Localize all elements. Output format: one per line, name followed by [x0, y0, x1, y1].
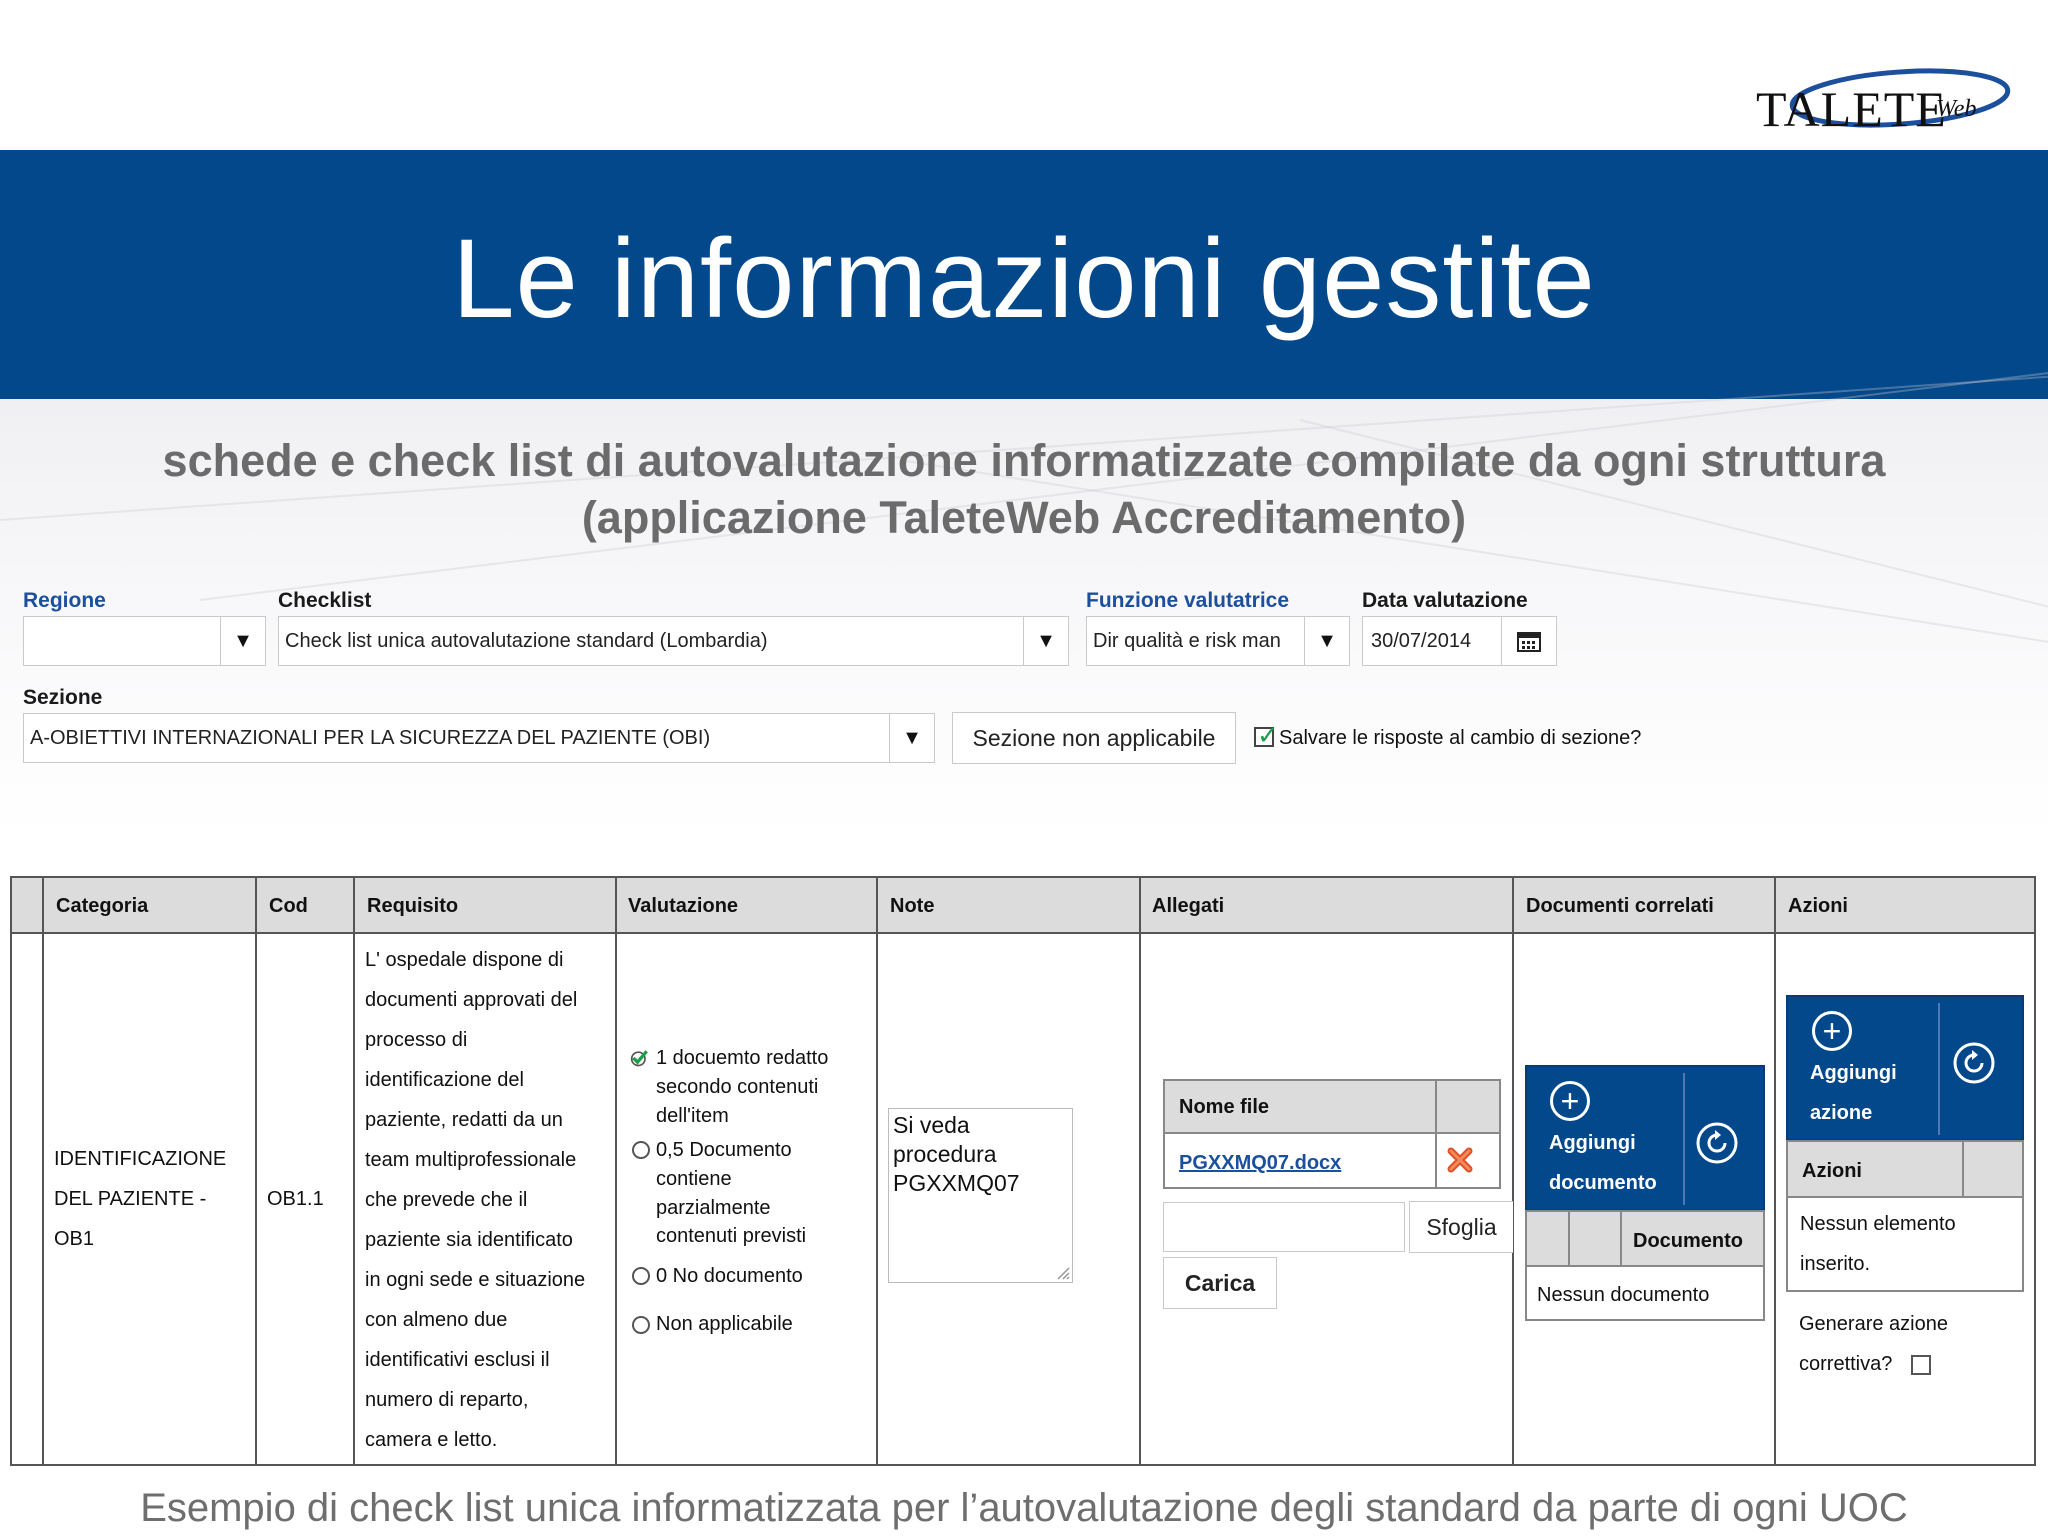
sezione-label: Sezione: [23, 686, 103, 709]
valutazione-option-4-line: Non applicabile: [656, 1313, 793, 1335]
cod-value: OB1.1: [267, 1188, 324, 1210]
calendar-button[interactable]: [1501, 616, 1557, 666]
slide-caption: Esempio di check list unica informatizzata per l’autovalutazione degli standard da parte di ogni UOC: [140, 1486, 1908, 1530]
valutazione-option-2-line: 0,5 Documento: [656, 1139, 792, 1161]
header-azioni[interactable]: Azioni: [1788, 895, 1848, 917]
funzione-label: Funzione valutatrice: [1086, 589, 1290, 612]
requisito-line: con almeno due: [365, 1309, 508, 1331]
title-banner: [0, 150, 2048, 399]
add-icon[interactable]: +: [1812, 1011, 1852, 1051]
radio-selected-icon[interactable]: [630, 1048, 650, 1068]
chevron-down-icon: ▼: [902, 727, 922, 749]
data-label: Data valutazione: [1362, 589, 1528, 612]
requisito-line: camera e letto.: [365, 1429, 498, 1451]
requisito-line: in ogni sede e situazione: [365, 1269, 586, 1291]
aggiungi-documento-panel[interactable]: [1525, 1065, 1765, 1211]
resize-handle-icon[interactable]: [1056, 1266, 1070, 1280]
requisito-line: documenti approvati del: [365, 989, 578, 1011]
header-valutazione[interactable]: Valutazione: [628, 895, 739, 917]
salvare-checkbox[interactable]: [1254, 720, 1279, 750]
funzione-dropdown-button[interactable]: [1304, 616, 1350, 666]
azioni-table: [1786, 1140, 2024, 1292]
header-documenti-correlati[interactable]: Documenti correlati: [1526, 895, 1714, 917]
genera-azione-label-2: correttiva?: [1799, 1353, 1893, 1375]
logo-sub: Web: [1936, 96, 1977, 122]
data-input[interactable]: 30/07/2014: [1362, 616, 1502, 666]
requisito-line: L' ospedale dispone di: [365, 949, 564, 971]
valutazione-option-2-line: parzialmente: [656, 1197, 771, 1219]
valutazione-option-1-line: secondo contenuti: [656, 1076, 819, 1098]
aggiungi-azione-label-1[interactable]: Aggiungi: [1810, 1062, 1897, 1084]
allegato-file-link[interactable]: PGXXMQ07.docx: [1179, 1152, 1342, 1174]
valutazione-option-2-line: contenuti previsti: [656, 1225, 807, 1247]
requisito-line: identificativi esclusi il: [365, 1349, 550, 1371]
logo-text: TALETE: [1756, 81, 1947, 137]
sezione-select[interactable]: A-OBIETTIVI INTERNAZIONALI PER LA SICUREZZA DEL PAZIENTE (OBI): [23, 713, 893, 763]
refresh-icon[interactable]: [1695, 1121, 1739, 1165]
regione-dropdown-button[interactable]: [220, 616, 266, 666]
note-textarea[interactable]: [888, 1108, 1073, 1283]
chevron-down-icon: ▼: [233, 630, 253, 652]
categoria-line: IDENTIFICAZIONE: [54, 1148, 227, 1170]
sezione-dropdown-button[interactable]: [889, 713, 935, 763]
checklist-select[interactable]: Check list unica autovalutazione standard (Lombardia): [278, 616, 1024, 666]
funzione-select[interactable]: Dir qualità e risk man: [1086, 616, 1305, 666]
carica-button[interactable]: Carica: [1163, 1257, 1277, 1309]
genera-azione-checkbox[interactable]: [1911, 1355, 1931, 1375]
salvare-label: Salvare le risposte al cambio di sezione?: [1279, 727, 1642, 749]
allegati-header-nome-file: Nome file: [1179, 1096, 1270, 1118]
azioni-empty-text-2: inserito.: [1800, 1253, 1871, 1275]
categoria-line: OB1: [54, 1228, 95, 1250]
radio-button[interactable]: [632, 1316, 650, 1334]
sezione-non-applicabile-button[interactable]: Sezione non applicabile: [952, 712, 1236, 764]
documenti-col-header: Documento: [1633, 1230, 1743, 1252]
genera-azione-label-1: Generare azione: [1799, 1313, 1948, 1335]
aggiungi-azione-panel[interactable]: [1786, 995, 2024, 1141]
categoria-line: DEL PAZIENTE -: [54, 1188, 207, 1210]
requisito-line: identificazione del: [365, 1069, 524, 1091]
header-categoria[interactable]: Categoria: [56, 895, 149, 917]
table-header-row: [12, 878, 2034, 934]
requisito-line: paziente, redatti da un: [365, 1109, 563, 1131]
requisito-line: numero di reparto,: [365, 1389, 529, 1411]
documenti-empty-text: Nessun documento: [1537, 1284, 1710, 1306]
requisito-line: che prevede che il: [365, 1189, 528, 1211]
regione-select[interactable]: [23, 616, 221, 666]
aggiungi-azione-label-2[interactable]: azione: [1810, 1102, 1873, 1124]
valutazione-option-1-line: dell'item: [656, 1105, 729, 1127]
regione-label: Regione: [23, 589, 106, 612]
allegati-table: [1163, 1079, 1501, 1189]
requisito-line: team multiprofessionale: [365, 1149, 577, 1171]
aggiungi-documento-label-2[interactable]: documento: [1549, 1172, 1657, 1194]
delete-icon[interactable]: [1447, 1147, 1473, 1173]
calendar-icon: [1517, 630, 1541, 652]
radio-button[interactable]: [632, 1141, 650, 1159]
requisito-line: paziente sia identificato: [365, 1229, 573, 1251]
header-allegati[interactable]: Allegati: [1152, 895, 1225, 917]
valutazione-option-2-line: contiene: [656, 1168, 732, 1190]
note-text: Si veda procedura PGXXMQ07: [893, 1112, 1020, 1196]
file-path-input[interactable]: [1163, 1202, 1405, 1252]
add-icon[interactable]: +: [1550, 1081, 1590, 1121]
subtitle-line-2: (applicazione TaleteWeb Accreditamento): [581, 492, 1467, 543]
page-title: Le informazioni gestite: [452, 216, 1596, 341]
checklist-dropdown-button[interactable]: [1023, 616, 1069, 666]
azioni-empty-text-1: Nessun elemento: [1800, 1213, 1956, 1235]
sfoglia-button[interactable]: Sfoglia: [1409, 1201, 1513, 1253]
header-requisito[interactable]: Requisito: [367, 895, 459, 917]
valutazione-option-3-line: 0 No documento: [656, 1265, 803, 1287]
documenti-table: [1525, 1210, 1765, 1321]
requisito-line: processo di: [365, 1029, 468, 1051]
checkmark-icon: ✓: [1257, 720, 1279, 750]
aggiungi-documento-label-1[interactable]: Aggiungi: [1549, 1132, 1636, 1154]
checklist-label: Checklist: [278, 589, 372, 612]
header-note[interactable]: Note: [890, 895, 935, 917]
subtitle-line-1: schede e check list di autovalutazione informatizzate compilate da ogni struttura: [162, 435, 1886, 486]
azioni-col-header: Azioni: [1802, 1160, 1862, 1182]
header-cod[interactable]: Cod: [269, 895, 308, 917]
taleteweb-logo: [1750, 66, 2020, 146]
valutazione-option-1-line: 1 docuemto redatto: [656, 1047, 829, 1069]
chevron-down-icon: ▼: [1317, 630, 1337, 652]
chevron-down-icon: ▼: [1036, 630, 1056, 652]
refresh-icon[interactable]: [1952, 1041, 1996, 1085]
radio-button[interactable]: [632, 1267, 650, 1285]
